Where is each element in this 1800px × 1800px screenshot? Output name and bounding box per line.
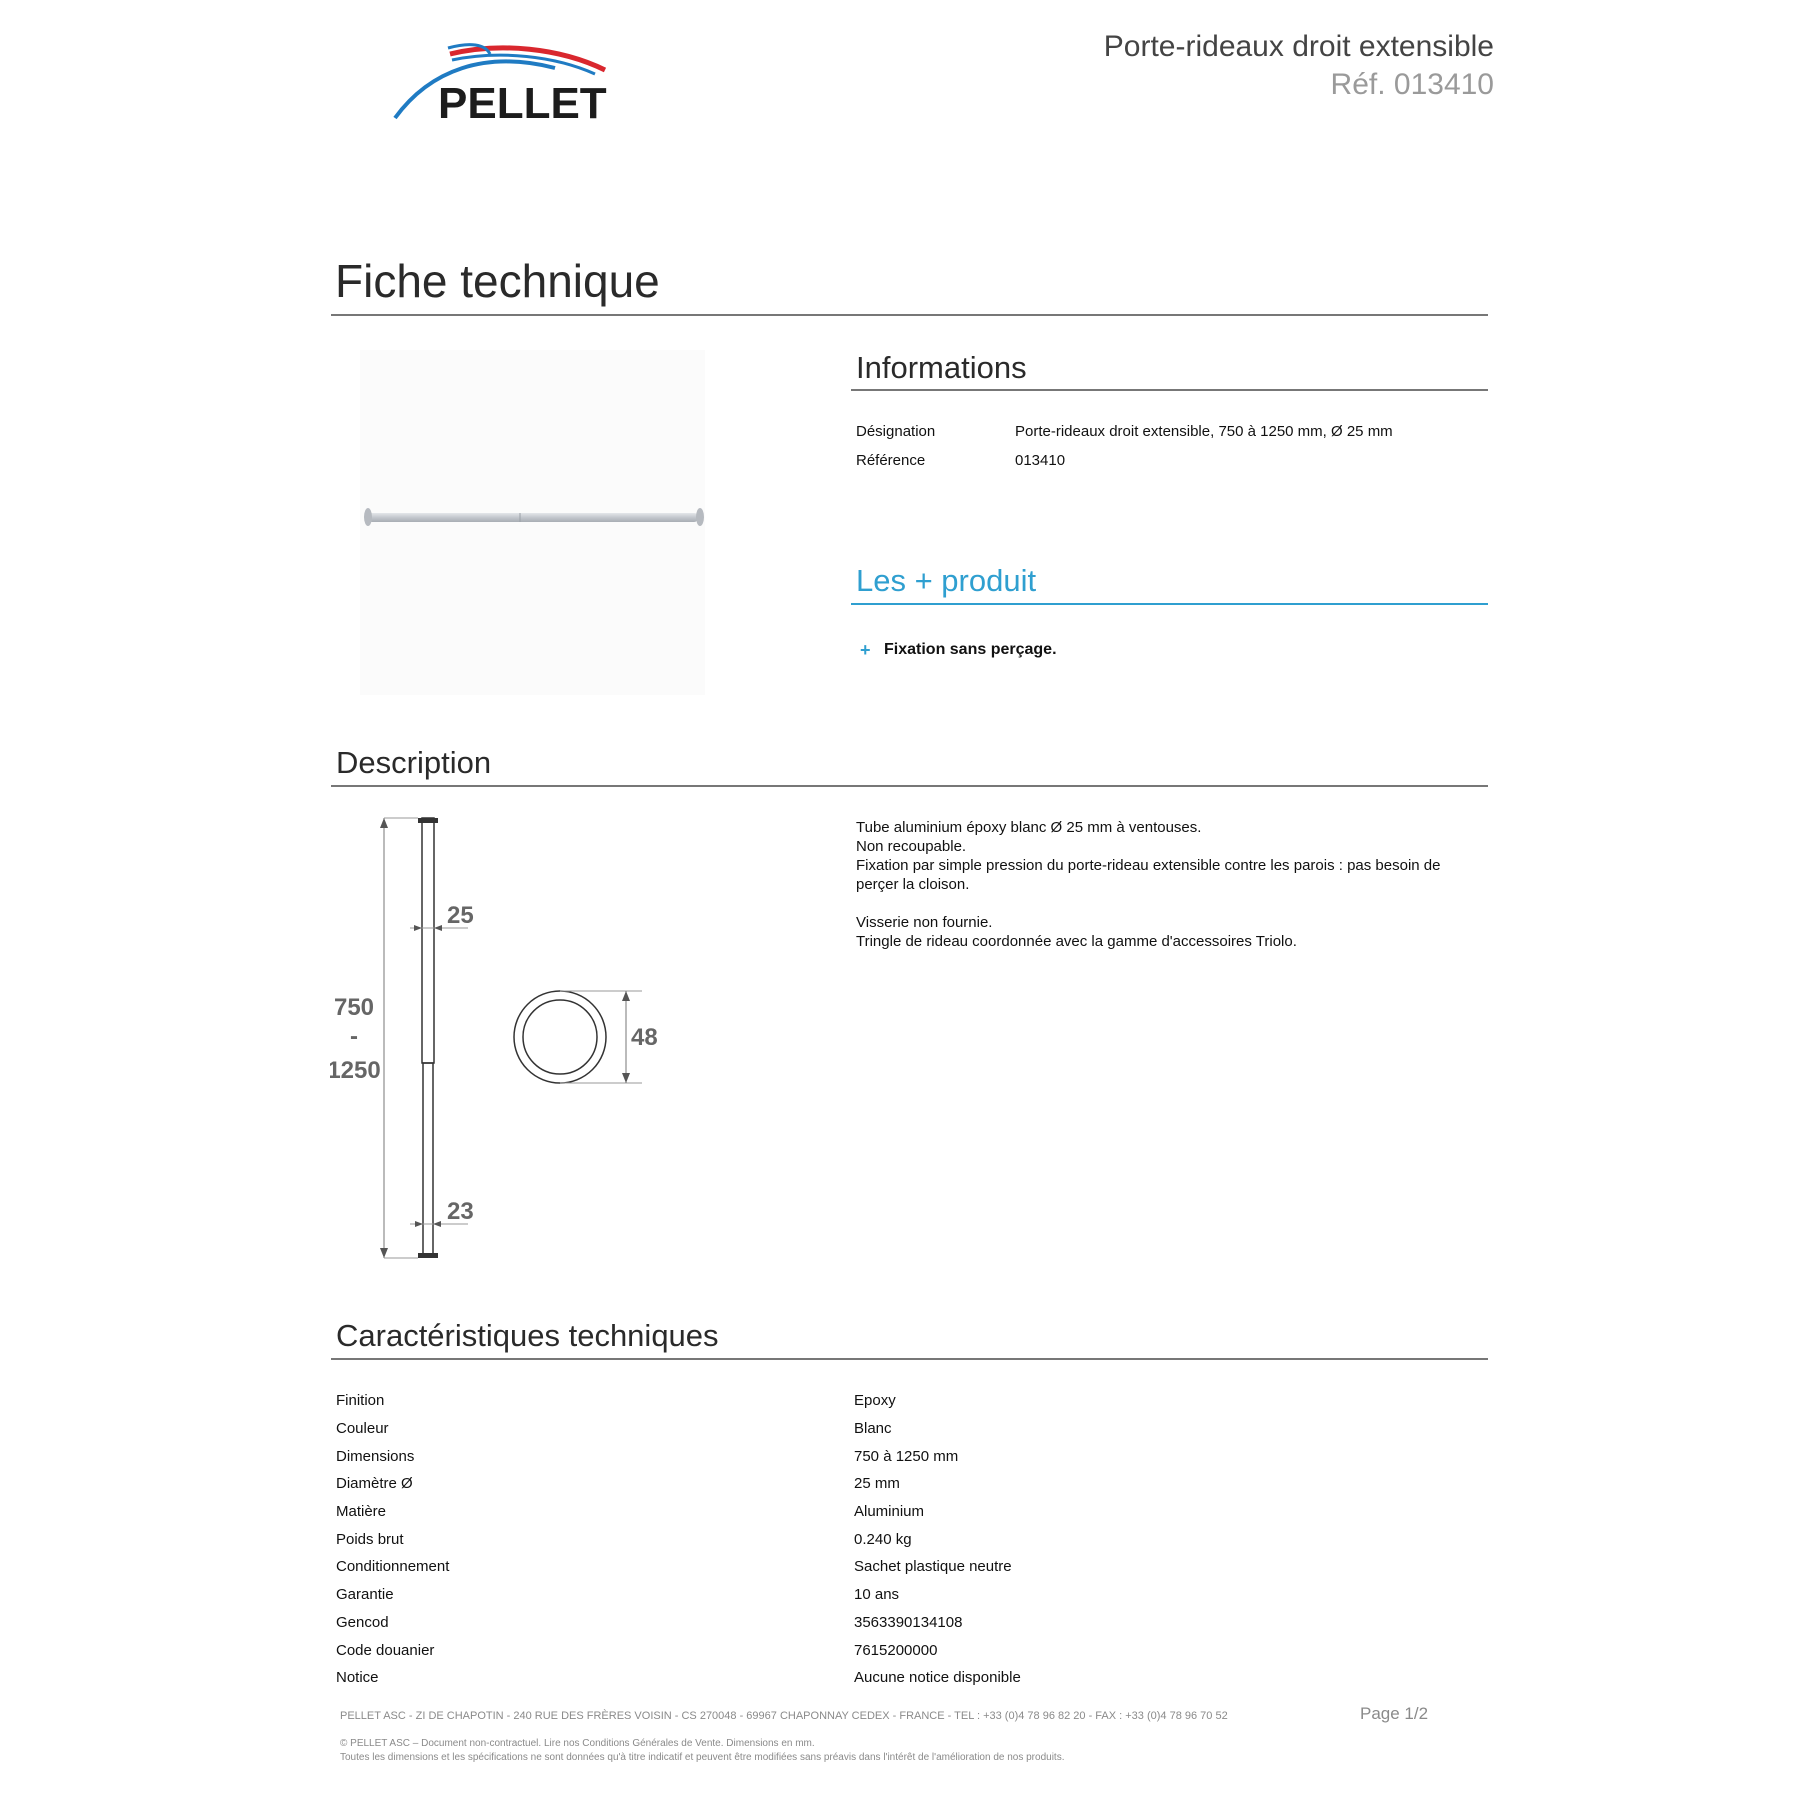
benefit-item: Fixation sans perçage. (884, 641, 1057, 658)
table-row: Conditionnement Sachet plastique neutre (336, 1558, 1012, 1576)
description-line: Visserie non fournie. (856, 914, 993, 931)
reference-label: Référence (856, 452, 926, 469)
technical-drawing (330, 810, 690, 1270)
description-line: Tringle de rideau coordonnée avec la gamme d'accessoires Triolo. (856, 933, 1297, 950)
footer-address: PELLET ASC - ZI DE CHAPOTIN - 240 RUE DES FRÈRES VOISIN - CS 270048 - 69967 CHAPONNAY CEDEX - FRANCE - TEL : +33 (0)4 78 96 82 20 - FAX : +33 (0)4 78 96 70 52 (340, 1710, 1228, 1722)
table-row: Matière Aluminium (336, 1503, 925, 1521)
designation-value: Porte-rideaux droit extensible, 750 à 1250 mm, Ø 25 mm (1015, 423, 1393, 440)
table-row: Gencod 3563390134108 (336, 1613, 963, 1631)
description-heading: Description (336, 745, 492, 780)
plus-produit-divider (851, 603, 1488, 605)
plus-produit-heading: Les + produit (856, 563, 1037, 598)
product-title: Porte-rideaux droit extensible (1103, 30, 1494, 63)
table-row: Poids brut 0.240 kg (336, 1530, 912, 1548)
spec-table (336, 1387, 1021, 1692)
pellet-logo (390, 40, 640, 130)
dim-end-diameter: 48 (631, 1024, 658, 1051)
page-title: Fiche technique (335, 255, 660, 307)
description-line: Non recoupable. (856, 838, 967, 855)
caracteristiques-divider (331, 1358, 1488, 1360)
designation-label: Désignation (856, 423, 936, 440)
product-ref: Réf. 013410 (1330, 68, 1494, 101)
reference-value: 013410 (1015, 452, 1066, 469)
dim-bottom-diameter: 23 (447, 1198, 474, 1225)
logo-wordmark: PELLET (438, 79, 607, 128)
dim-length-max: 1250 (330, 1057, 381, 1084)
footer-legal-2: Toutes les dimensions et les spécifications ne sont données qu'à titre indicatif et peuvent être modifiées sans préavis dans l'intérêt de l'amélioration de nos produits. (340, 1752, 1065, 1763)
table-row: Garantie 10 ans (336, 1586, 900, 1604)
informations-heading: Informations (856, 350, 1027, 385)
description-line: Fixation par simple pression du porte-rideau extensible contre les parois : pas besoin de perçer la cloison. (856, 857, 1441, 893)
table-row: Couleur Blanc (336, 1420, 892, 1438)
description-text (856, 818, 1476, 951)
description-divider (331, 785, 1488, 787)
footer-legal-1: © PELLET ASC – Document non-contractuel. Lire nos Conditions Générales de Vente. Dimensions en mm. (340, 1738, 815, 1749)
product-photo (360, 350, 705, 695)
dim-length-min: 750 (333, 994, 375, 1021)
table-row: Finition Epoxy (336, 1392, 896, 1410)
plus-icon: + (860, 640, 871, 660)
table-row: Diamètre Ø 25 mm (336, 1475, 900, 1493)
table-row: Notice Aucune notice disponible (336, 1669, 1021, 1687)
description-line: Tube aluminium époxy blanc Ø 25 mm à ventouses. (856, 819, 1202, 836)
table-row: Dimensions 750 à 1250 mm (336, 1447, 959, 1465)
page-number: Page 1/2 (1360, 1704, 1429, 1723)
informations-divider (851, 389, 1488, 391)
title-divider (331, 314, 1488, 316)
dim-length-sep: - (350, 1023, 358, 1050)
dim-top-diameter: 25 (447, 902, 474, 929)
caracteristiques-heading: Caractéristiques techniques (336, 1318, 719, 1353)
table-row: Code douanier 7615200000 (336, 1641, 938, 1659)
